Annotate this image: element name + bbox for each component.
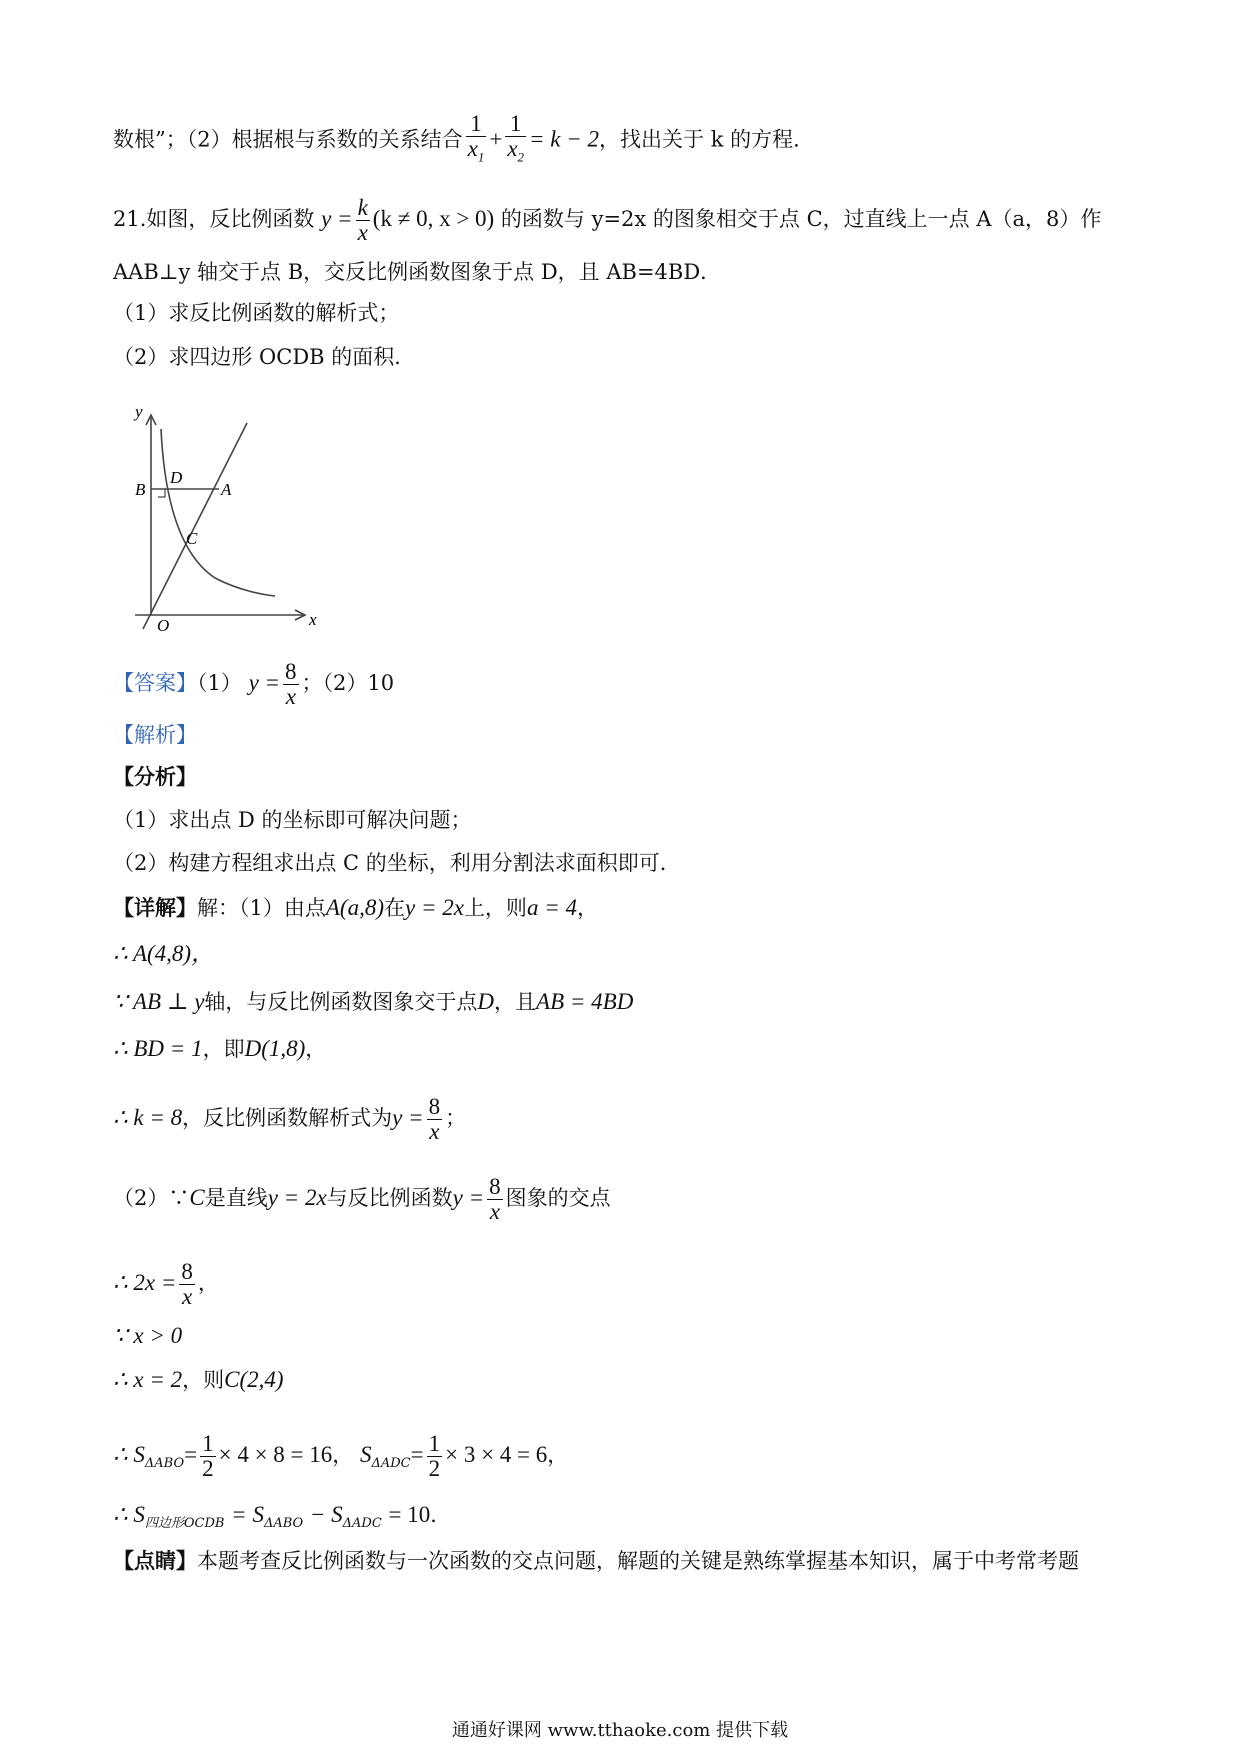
dianjing-line: 【点睛】本题考查反比例函数与一次函数的交点问题，解题的关键是熟练掌握基本知识，属于中考常考题 bbox=[113, 1548, 1079, 1573]
origin-label: O bbox=[157, 616, 170, 633]
detail-line-7: ∴ 2x = $\frac{8}{x}$ ， bbox=[113, 1259, 219, 1309]
fraction: $\frac{1}{2}$ bbox=[428, 1431, 441, 1481]
fenxi-label: 【分析】 bbox=[113, 764, 197, 789]
page-footer: 通通好课网 www.tthaoke.com 提供下载 bbox=[451, 1720, 789, 1741]
line-y-2x bbox=[143, 423, 247, 629]
detail-line-3: ∵ AB ⊥ y轴，与反比例函数图象交于点D，且AB = 4BD bbox=[113, 989, 634, 1014]
function-graph-figure bbox=[125, 403, 325, 633]
fenxi-line-1: （1）求出点 D 的坐标即可解决问题； bbox=[113, 808, 472, 832]
right-angle-mark bbox=[158, 489, 165, 497]
prev-solution-line: 数根”；（2）根据根与系数的关系结合 $\frac{1}{x_1}$ + $\frac{1}{x_2}$ = k − 2，找出关于 k 的方程． bbox=[113, 112, 814, 170]
detail-line-8: ∵ x > 0 bbox=[113, 1323, 183, 1348]
fraction: $\frac{k}{x}$ bbox=[357, 195, 368, 245]
detail-line-9: ∴ x = 2，则C(2,4) bbox=[113, 1367, 284, 1392]
text: 数根”；（2）根据根与系数的关系结合 bbox=[113, 127, 463, 152]
answer-label: 【答案】 bbox=[113, 671, 197, 695]
point-c-label: C bbox=[186, 529, 198, 548]
fraction: $\frac{1}{x_2}$ bbox=[507, 111, 525, 165]
question-part-1: （1）求反比例函数的解析式； bbox=[113, 301, 400, 325]
fraction: $\frac{8}{x}$ bbox=[489, 1174, 501, 1224]
fraction: $\frac{1}{x_1}$ bbox=[467, 111, 485, 165]
y-axis-label: y bbox=[135, 403, 143, 421]
analysis-label: 【解析】 bbox=[113, 723, 197, 747]
detail-line-5: ∴ k = 8，反比例函数解析式为y = $\frac{8}{x}$ ； bbox=[113, 1094, 467, 1144]
detail-line-10: ∴ $S_{\Delta ABO}=$ $\frac{1}{2}$ × 4 × 8 = 16， $S_{\Delta ADC}=$ $\frac{1}{2}$ × 3 × 4 = 6， bbox=[113, 1431, 569, 1481]
hyperbola-curve bbox=[161, 429, 275, 596]
answer-line: 【答案】（1） y = $\frac{8}{x}$ ；（2）10 bbox=[113, 659, 395, 709]
fenxi-line-2: （2）构建方程组求出点 C 的坐标，利用分割法求面积即可． bbox=[113, 851, 681, 875]
detail-line-2: ∴ A(4,8)， bbox=[113, 941, 215, 966]
point-a-label: A bbox=[221, 480, 232, 499]
detail-line-11: ∴ $S_{四边形OCDB} = S_{\Delta ABO} - S_{\Delta ADC} = 10$． bbox=[113, 1502, 452, 1532]
detail-line-4: ∴ BD = 1，即D(1,8)， bbox=[113, 1036, 327, 1061]
question-line-2: AAB⊥y 轴交于点 B，交反比例函数图象于点 D，且 AB=4BD． bbox=[113, 260, 722, 284]
fraction: $\frac{8}{x}$ bbox=[428, 1094, 441, 1144]
fraction: $\frac{8}{x}$ bbox=[285, 659, 297, 709]
fraction: $\frac{8}{x}$ bbox=[181, 1259, 193, 1309]
x-axis-label: x bbox=[309, 610, 317, 629]
point-b-label: B bbox=[135, 480, 146, 499]
detail-line-1: 【详解】解：（1）由点A(a,8)在y = 2x上，则a = 4， bbox=[113, 895, 598, 920]
point-d-label: D bbox=[170, 468, 183, 487]
question-part-2: （2）求四边形 OCDB 的面积． bbox=[113, 345, 416, 369]
question-line-1: 21.如图，反比例函数 y = $\frac{k}{x}$ (k ≠ 0, x > 0) 的函数与 y=2x 的图象相交于点 C，过直线上一点 A（a，8）作 bbox=[113, 195, 1102, 245]
fraction: $\frac{1}{2}$ bbox=[202, 1431, 214, 1481]
detail-line-6: （2）∵C是直线y = 2x与反比例函数y = $\frac{8}{x}$ 图象的交点 bbox=[113, 1174, 611, 1224]
